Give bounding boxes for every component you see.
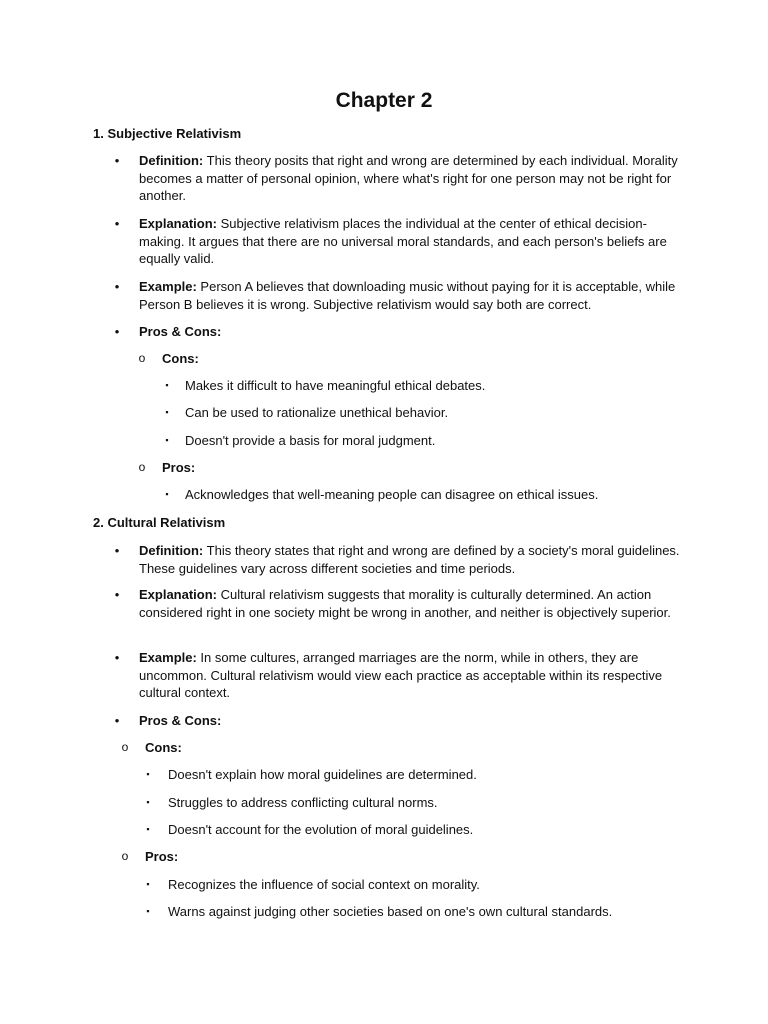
square-marker: ▪: [165, 407, 169, 417]
explanation-item: [114, 586, 684, 621]
square-marker: ▪: [146, 879, 150, 889]
bullet-marker: •: [114, 216, 120, 231]
definition-text: This theory posits that right and wrong are determined by each individual. Morality becomes a matter of personal opinion, where what's right for one person may not be right for another.: [139, 153, 678, 203]
definition-label: Definition:: [139, 543, 204, 558]
cons-list-item: [146, 794, 668, 812]
pros-text: Acknowledges that well-meaning people can disagree on ethical issues.: [185, 487, 599, 502]
explanation-label: Explanation:: [139, 216, 218, 231]
bullet-marker: •: [114, 153, 120, 168]
square-marker: ▪: [146, 769, 150, 779]
square-marker: ▪: [165, 435, 169, 445]
cons-label: Cons:: [162, 351, 199, 366]
circle-marker: o: [121, 849, 129, 863]
bullet-marker: •: [114, 543, 120, 558]
bullet-marker: •: [114, 324, 120, 339]
cons-text: Doesn't provide a basis for moral judgment.: [185, 433, 436, 448]
example-text: In some cultures, arranged marriages are the norm, while in others, they are uncommon. Cultural relativism would view each practice as acceptable within its respective cultural context.: [139, 650, 663, 700]
cons-list-item: [165, 432, 685, 450]
pros-cons-item: [114, 712, 684, 730]
cons-subitem: [138, 350, 682, 368]
square-marker: ▪: [146, 824, 150, 834]
section-heading-subjective-relativism: 1. Subjective Relativism: [93, 126, 242, 141]
explanation-label: Explanation:: [139, 587, 218, 602]
definition-item: [114, 152, 684, 205]
pros-subitem: [121, 848, 665, 866]
example-label: Example:: [139, 650, 197, 665]
explanation-text: Cultural relativism suggests that morality is culturally determined. An action considered right in one society might be wrong in another, and neither is objectively superior.: [139, 587, 671, 620]
cons-text: Doesn't account for the evolution of moral guidelines.: [168, 822, 474, 837]
pros-cons-label: Pros & Cons:: [139, 713, 222, 728]
pros-text: Warns against judging other societies based on one's own cultural standards.: [168, 904, 613, 919]
pros-list-item: [146, 876, 668, 894]
pros-label: Pros:: [162, 460, 196, 475]
definition-label: Definition:: [139, 153, 204, 168]
cons-label: Cons:: [145, 740, 182, 755]
section-heading-cultural-relativism: 2. Cultural Relativism: [93, 515, 226, 530]
explanation-text: Subjective relativism places the individual at the center of ethical decision-making. It argues that there are no universal moral standards, and each person's beliefs are equally valid.: [139, 216, 667, 266]
cons-text: Makes it difficult to have meaningful ethical debates.: [185, 378, 486, 393]
pros-subitem: [138, 459, 682, 477]
square-marker: ▪: [165, 380, 169, 390]
definition-text: This theory states that right and wrong are defined by a society's moral guidelines. These guidelines vary across different societies and time periods.: [139, 543, 680, 576]
cons-text: Struggles to address conflicting cultural norms.: [168, 795, 438, 810]
example-item: [114, 278, 684, 313]
explanation-item: [114, 215, 684, 268]
cons-list-item: [146, 766, 668, 784]
pros-cons-label: Pros & Cons:: [139, 324, 222, 339]
square-marker: ▪: [146, 797, 150, 807]
page-title: Chapter 2: [335, 89, 433, 112]
cons-text: Can be used to rationalize unethical behavior.: [185, 405, 449, 420]
cons-text: Doesn't explain how moral guidelines are determined.: [168, 767, 477, 782]
bullet-marker: •: [114, 279, 120, 294]
pros-list-item: [165, 486, 685, 504]
bullet-marker: •: [114, 587, 120, 602]
pros-label: Pros:: [145, 849, 179, 864]
pros-list-item: [146, 903, 668, 921]
example-label: Example:: [139, 279, 197, 294]
circle-marker: o: [138, 460, 146, 474]
pros-cons-item: [114, 323, 684, 341]
cons-list-item: [165, 404, 685, 422]
example-item: [114, 649, 684, 702]
definition-item: [114, 542, 684, 577]
circle-marker: o: [121, 740, 129, 754]
cons-subitem: [121, 739, 665, 757]
circle-marker: o: [138, 351, 146, 365]
square-marker: ▪: [165, 489, 169, 499]
cons-list-item: [146, 821, 668, 839]
cons-list-item: [165, 377, 685, 395]
square-marker: ▪: [146, 906, 150, 916]
bullet-marker: •: [114, 713, 120, 728]
example-text: Person A believes that downloading music without paying for it is acceptable, while Person B believes it is wrong. Subjective relativism would say both are correct.: [139, 279, 676, 312]
bullet-marker: •: [114, 650, 120, 665]
pros-text: Recognizes the influence of social context on morality.: [168, 877, 480, 892]
